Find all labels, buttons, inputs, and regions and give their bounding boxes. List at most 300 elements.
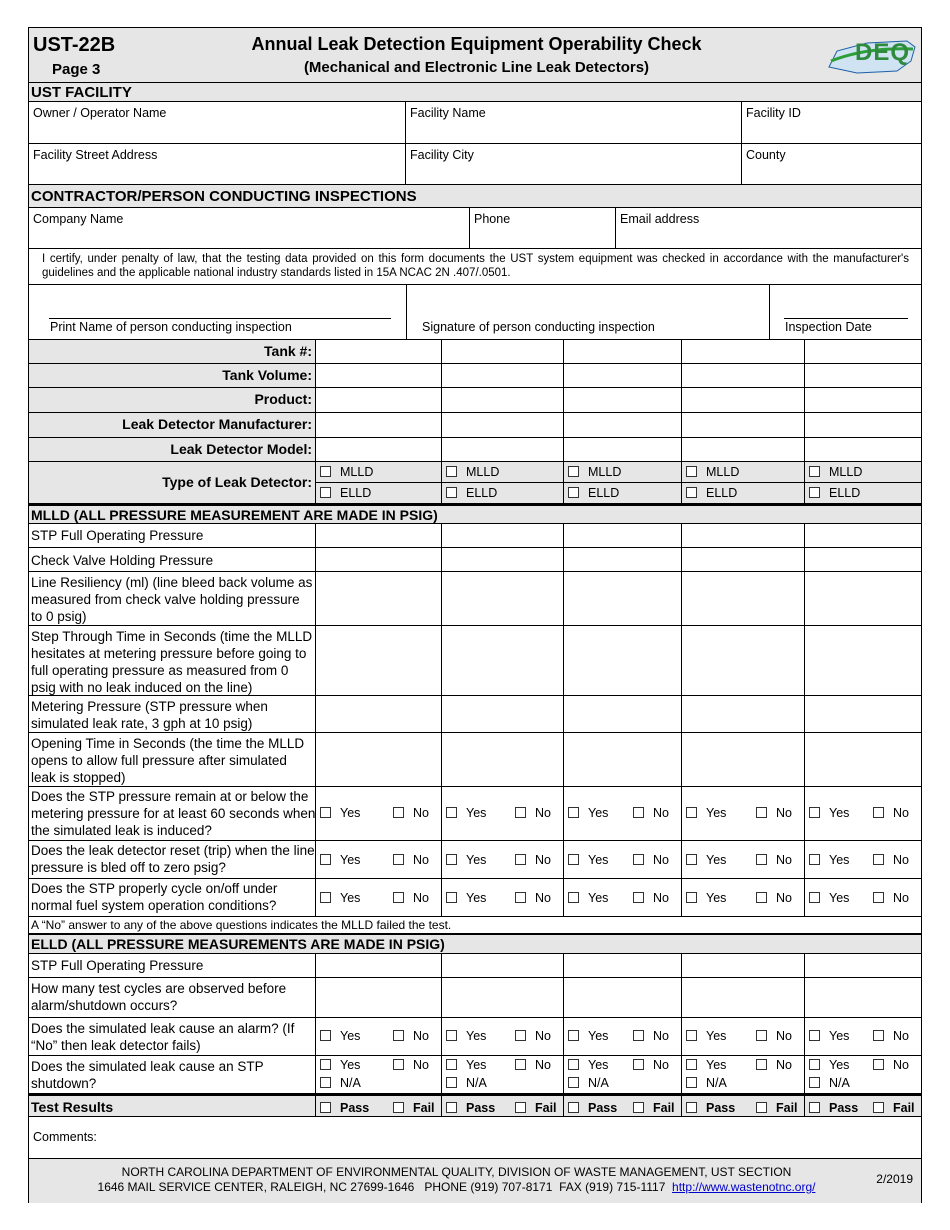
no-checkbox[interactable]: No: [393, 806, 429, 820]
checkbox-icon: [756, 892, 767, 903]
tank-1-cell[interactable]: [315, 413, 441, 437]
tank-1-cell: [315, 1096, 441, 1116]
tank-number-row: [29, 340, 921, 364]
tank-2-cell: [441, 787, 563, 840]
checkbox-icon: [633, 1030, 644, 1041]
tank-5-cell: [804, 1096, 921, 1116]
checkbox-icon: [686, 1102, 697, 1113]
tank-4-cell: [681, 1096, 804, 1116]
model-label: Leak Detector Model:: [170, 441, 312, 457]
comments-field[interactable]: [29, 1117, 921, 1159]
na-checkbox[interactable]: N/A: [320, 1076, 361, 1090]
page-title: Annual Leak Detection Equipment Operability Check: [251, 34, 702, 54]
elld-checkbox[interactable]: ELLD: [446, 486, 497, 500]
fail-checkbox[interactable]: Fail: [873, 1101, 915, 1115]
tank-1-cell[interactable]: [315, 438, 441, 461]
checkbox-icon: [633, 854, 644, 865]
yes-checkbox[interactable]: Yes: [568, 1029, 608, 1043]
checkbox-icon: [809, 487, 820, 498]
tank-2-cell[interactable]: [441, 572, 563, 625]
no-checkbox[interactable]: No: [756, 806, 792, 820]
checkbox-icon: [515, 1102, 526, 1113]
checkbox-icon: [568, 892, 579, 903]
checkbox-icon: [446, 807, 457, 818]
contractor-row: [29, 208, 921, 249]
tank-volume-row: [29, 364, 921, 388]
tank-3-cell[interactable]: [563, 954, 681, 977]
fail-checkbox[interactable]: Fail: [633, 1101, 675, 1115]
tank-3-cell[interactable]: [563, 524, 681, 547]
tank-3-cell: [563, 787, 681, 840]
checkbox-icon: [446, 1059, 457, 1070]
tank-5-cell[interactable]: [804, 954, 921, 977]
no-checkbox[interactable]: No: [873, 1029, 909, 1043]
form-header: [29, 28, 921, 83]
checkbox-icon: [320, 487, 331, 498]
tank-4-cell[interactable]: [681, 524, 804, 547]
yes-checkbox[interactable]: Yes: [446, 1058, 486, 1072]
tank-2-cell[interactable]: [441, 954, 563, 977]
mlld-row-check-valve: Check Valve Holding Pressure: [29, 548, 921, 572]
tank-1-cell[interactable]: [315, 548, 441, 571]
checkbox-icon: [320, 1077, 331, 1088]
tank-5-cell[interactable]: [804, 524, 921, 547]
no-checkbox[interactable]: No: [756, 891, 792, 905]
tank-3-cell: [563, 1056, 681, 1093]
yes-checkbox[interactable]: Yes: [686, 1058, 726, 1072]
tank-5-cell[interactable]: [804, 626, 921, 695]
page-number: Page 3: [52, 61, 101, 78]
no-checkbox[interactable]: No: [633, 853, 669, 867]
tank-4-cell[interactable]: [681, 978, 804, 1017]
checkbox-icon: [809, 854, 820, 865]
tank-1-cell: [315, 879, 441, 916]
facility-city-field[interactable]: Facility City: [405, 144, 741, 184]
mlld-question-reset: Does the leak detector reset (trip) when the line pressure is bled off to zero psig? Yes No Yes No Yes No Yes No Yes No: [29, 841, 921, 879]
tank-2-cell: [441, 841, 563, 878]
checkbox-icon: [756, 1102, 767, 1113]
no-checkbox[interactable]: No: [873, 1058, 909, 1072]
checkbox-icon: [446, 1077, 457, 1088]
tank-4-cell[interactable]: [681, 388, 804, 412]
elld-question-shutdown: Does the simulated leak cause an STP shutdown? Yes No N/A Yes No N/A Yes No N/A Yes No N/A Yes No N/A: [29, 1056, 921, 1094]
tank-2-cell[interactable]: [441, 696, 563, 732]
yes-checkbox[interactable]: Yes: [320, 853, 360, 867]
no-checkbox[interactable]: No: [756, 853, 792, 867]
tank-1-cell[interactable]: [315, 954, 441, 977]
tank-1-cell[interactable]: [315, 340, 441, 363]
contractor-section-header: [29, 185, 921, 208]
tank-5-cell[interactable]: [804, 364, 921, 387]
tank-4-cell[interactable]: [681, 696, 804, 732]
checkbox-icon: [756, 854, 767, 865]
form-id: UST-22B: [33, 34, 116, 56]
deq-logo: [827, 37, 919, 75]
na-checkbox[interactable]: N/A: [446, 1076, 487, 1090]
checkbox-icon: [446, 1030, 457, 1041]
mlld-question-metering-hold: Does the STP pressure remain at or below the metering pressure for at least 60 seconds when the simulated leak is induced? Yes No Yes No Yes No Yes No Yes No: [29, 787, 921, 841]
facility-id-field[interactable]: Facility ID: [741, 102, 921, 143]
tank-4-cell[interactable]: [681, 548, 804, 571]
tank-2-cell[interactable]: [441, 340, 563, 363]
tank-4-cell[interactable]: [681, 626, 804, 695]
checkbox-icon: [686, 807, 697, 818]
tank-4-cell: [681, 879, 804, 916]
no-checkbox[interactable]: No: [393, 853, 429, 867]
yes-checkbox[interactable]: Yes: [446, 1029, 486, 1043]
tank-5-cell[interactable]: [804, 572, 921, 625]
contractor-section-title: CONTRACTOR/PERSON CONDUCTING INSPECTIONS: [31, 188, 417, 205]
page-subtitle: (Mechanical and Electronic Line Leak Detectors): [303, 59, 650, 76]
no-checkbox[interactable]: No: [756, 1058, 792, 1072]
checkbox-icon: [393, 854, 404, 865]
tank-1-cell[interactable]: [315, 696, 441, 732]
street-address-field[interactable]: Facility Street Address: [33, 148, 158, 162]
pass-checkbox[interactable]: Pass: [320, 1101, 369, 1115]
checkbox-icon: [809, 1030, 820, 1041]
yes-checkbox[interactable]: Yes: [320, 1029, 360, 1043]
checkbox-icon: [633, 1059, 644, 1070]
pass-checkbox[interactable]: Pass: [809, 1101, 858, 1115]
checkbox-icon: [515, 1030, 526, 1041]
checkbox-icon: [568, 1102, 579, 1113]
tank-5-cell[interactable]: [804, 438, 921, 461]
footer-website-link[interactable]: http://www.wastenotnc.org/: [672, 1180, 816, 1194]
print-name-line: [49, 318, 391, 319]
tank-3-cell[interactable]: [563, 364, 681, 387]
tank-5-cell: [804, 787, 921, 840]
tank-5-cell[interactable]: [804, 696, 921, 732]
tank-2-cell[interactable]: [441, 364, 563, 387]
yes-checkbox[interactable]: Yes: [320, 1058, 360, 1072]
mlld-checkbox[interactable]: MLLD: [686, 465, 739, 479]
tank-3-cell[interactable]: [563, 696, 681, 732]
checkbox-icon: [393, 892, 404, 903]
checkbox-icon: [873, 1102, 884, 1113]
inspection-date-field[interactable]: Inspection Date: [769, 285, 921, 339]
checkbox-icon: [686, 1030, 697, 1041]
na-checkbox[interactable]: N/A: [568, 1076, 609, 1090]
no-checkbox[interactable]: No: [515, 806, 551, 820]
checkbox-icon: [809, 892, 820, 903]
tank-2-cell[interactable]: [441, 413, 563, 437]
elld-row-test-cycles: How many test cycles are observed before alarm/shutdown occurs?: [29, 978, 921, 1018]
checkbox-icon: [686, 487, 697, 498]
tank-1-cell: [315, 787, 441, 840]
tank-3-cell[interactable]: [563, 978, 681, 1017]
checkbox-icon: [686, 466, 697, 477]
tank-number-label: Tank #:: [264, 343, 312, 359]
product-row: [29, 388, 921, 413]
checkbox-icon: [633, 1102, 644, 1113]
certification-row: [29, 249, 921, 285]
yes-checkbox[interactable]: Yes: [446, 806, 486, 820]
na-checkbox[interactable]: N/A: [686, 1076, 727, 1090]
checkbox-icon: [446, 1102, 457, 1113]
no-checkbox[interactable]: No: [633, 1029, 669, 1043]
facility-section-header: [29, 83, 921, 102]
mlld-section-title: MLLD (ALL PRESSURE MEASUREMENT ARE MADE IN PSIG): [31, 507, 438, 523]
tank-2-cell: [441, 879, 563, 916]
yes-checkbox[interactable]: Yes: [809, 891, 849, 905]
checkbox-icon: [568, 854, 579, 865]
yes-checkbox[interactable]: Yes: [320, 891, 360, 905]
tank-5-cell[interactable]: [804, 733, 921, 786]
checkbox-icon: [809, 1077, 820, 1088]
pass-checkbox[interactable]: Pass: [568, 1101, 617, 1115]
no-checkbox[interactable]: No: [515, 1029, 551, 1043]
checkbox-icon: [515, 854, 526, 865]
tank-1-cell: [315, 462, 441, 503]
tank-3-cell[interactable]: [563, 388, 681, 412]
checkbox-icon: [320, 892, 331, 903]
tank-1-cell[interactable]: [315, 978, 441, 1017]
tank-2-cell: [441, 462, 563, 503]
no-checkbox[interactable]: No: [756, 1029, 792, 1043]
no-checkbox[interactable]: No: [873, 853, 909, 867]
manufacturer-row: [29, 413, 921, 438]
tank-5-cell: [804, 1018, 921, 1055]
elld-section-title: ELLD (ALL PRESSURE MEASUREMENTS ARE MADE IN PSIG): [31, 936, 445, 952]
checkbox-icon: [515, 1059, 526, 1070]
checkbox-icon: [633, 892, 644, 903]
tank-3-cell[interactable]: [563, 548, 681, 571]
tank-5-cell: [804, 1056, 921, 1093]
yes-checkbox[interactable]: Yes: [809, 853, 849, 867]
no-checkbox[interactable]: No: [393, 891, 429, 905]
tank-4-cell[interactable]: [681, 954, 804, 977]
footer-agency: NORTH CAROLINA DEPARTMENT OF ENVIRONMENTAL QUALITY, DIVISION OF WASTE MANAGEMENT, UST SECTION: [121, 1165, 792, 1179]
facility-row-2: [29, 144, 921, 185]
product-label: Product:: [254, 391, 312, 407]
tank-5-cell[interactable]: [804, 413, 921, 437]
checkbox-icon: [446, 466, 457, 477]
page-footer: [29, 1159, 921, 1203]
print-name-field[interactable]: Print Name of person conducting inspection: [29, 285, 406, 339]
owner-name-field[interactable]: Owner / Operator Name: [33, 106, 167, 120]
checkbox-icon: [320, 466, 331, 477]
tank-2-cell: [441, 1056, 563, 1093]
tank-2-cell[interactable]: [441, 438, 563, 461]
tank-1-cell[interactable]: [315, 388, 441, 412]
footer-address: 1646 MAIL SERVICE CENTER, RALEIGH, NC 27699-1646 PHONE (919) 707-8171 FAX (919) 715-1117 http://www.wastenotnc.org/: [97, 1180, 816, 1194]
checkbox-icon: [393, 1030, 404, 1041]
tank-4-cell: [681, 1056, 804, 1093]
tank-1-cell[interactable]: [315, 572, 441, 625]
checkbox-icon: [320, 1059, 331, 1070]
checkbox-icon: [686, 1077, 697, 1088]
manufacturer-label: Leak Detector Manufacturer:: [122, 416, 312, 432]
yes-checkbox[interactable]: Yes: [568, 806, 608, 820]
tank-4-cell[interactable]: [681, 340, 804, 363]
tank-1-cell[interactable]: [315, 524, 441, 547]
tank-3-cell[interactable]: [563, 340, 681, 363]
mlld-row-line-resiliency: Line Resiliency (ml) (line bleed back volume as measured from check valve holding pressure to 0 psig): [29, 572, 921, 626]
tank-1-cell: [315, 1018, 441, 1055]
tank-1-cell[interactable]: [315, 364, 441, 387]
mlld-checkbox[interactable]: MLLD: [446, 465, 499, 479]
checkbox-icon: [568, 1030, 579, 1041]
no-checkbox[interactable]: No: [515, 1058, 551, 1072]
checkbox-icon: [568, 466, 579, 477]
checkbox-icon: [393, 1059, 404, 1070]
divider: [682, 482, 804, 483]
no-checkbox[interactable]: No: [515, 853, 551, 867]
elld-checkbox[interactable]: ELLD: [686, 486, 737, 500]
form-version: 2/2019: [876, 1172, 913, 1186]
facility-section-title: UST FACILITY: [31, 84, 132, 101]
no-checkbox[interactable]: No: [873, 806, 909, 820]
checkbox-icon: [873, 1030, 884, 1041]
checkbox-icon: [873, 1059, 884, 1070]
tank-3-cell[interactable]: [563, 626, 681, 695]
tank-1-cell[interactable]: [315, 626, 441, 695]
yes-checkbox[interactable]: Yes: [446, 853, 486, 867]
comments-label: Comments:: [33, 1130, 97, 1144]
yes-checkbox[interactable]: Yes: [809, 1029, 849, 1043]
tank-4-cell: [681, 841, 804, 878]
no-checkbox[interactable]: No: [393, 1058, 429, 1072]
tank-4-cell[interactable]: [681, 572, 804, 625]
pass-checkbox[interactable]: Pass: [446, 1101, 495, 1115]
checkbox-icon: [393, 1102, 404, 1113]
yes-checkbox[interactable]: Yes: [686, 806, 726, 820]
tank-5-cell: [804, 462, 921, 503]
tank-5-cell[interactable]: [804, 978, 921, 1017]
divider: [564, 482, 681, 483]
tank-2-cell[interactable]: [441, 548, 563, 571]
mlld-checkbox[interactable]: MLLD: [809, 465, 862, 479]
tank-3-cell: [563, 841, 681, 878]
checkbox-icon: [809, 1102, 820, 1113]
checkbox-icon: [320, 854, 331, 865]
mlld-checkbox[interactable]: MLLD: [568, 465, 621, 479]
yes-checkbox[interactable]: Yes: [686, 1029, 726, 1043]
tank-3-cell[interactable]: [563, 733, 681, 786]
county-field[interactable]: County: [741, 144, 921, 184]
fail-checkbox[interactable]: Fail: [756, 1101, 798, 1115]
tank-3-cell[interactable]: [563, 438, 681, 461]
checkbox-icon: [809, 1059, 820, 1070]
fail-checkbox[interactable]: Fail: [393, 1101, 435, 1115]
yes-checkbox[interactable]: Yes: [446, 891, 486, 905]
company-name-field[interactable]: Company Name: [33, 212, 124, 226]
certification-text: I certify, under penalty of law, that the testing data provided on this form documents the UST system equipment was checked in accordance with the manufacturer's guidelines and the applicable national industry standards listed in 15A NCAC 2N .407/.0501.: [42, 253, 909, 279]
email-field[interactable]: Email address: [615, 208, 921, 248]
na-checkbox[interactable]: N/A: [809, 1076, 850, 1090]
tank-4-cell[interactable]: [681, 364, 804, 387]
test-results-row: [29, 1094, 921, 1117]
checkbox-icon: [873, 892, 884, 903]
tank-3-cell: [563, 1018, 681, 1055]
mlld-row-opening-time: Opening Time in Seconds (the time the MLLD opens to allow full pressure after simulated leak is stopped): [29, 733, 921, 787]
tank-3-cell: [563, 462, 681, 503]
tank-5-cell[interactable]: [804, 388, 921, 412]
tank-2-cell[interactable]: [441, 733, 563, 786]
tank-1-cell: [315, 841, 441, 878]
elld-checkbox[interactable]: ELLD: [320, 486, 371, 500]
tank-4-cell[interactable]: [681, 438, 804, 461]
fail-checkbox[interactable]: Fail: [515, 1101, 557, 1115]
facility-name-field[interactable]: Facility Name: [405, 102, 741, 143]
yes-checkbox[interactable]: Yes: [568, 853, 608, 867]
tank-4-cell: [681, 1018, 804, 1055]
tank-3-cell[interactable]: [563, 572, 681, 625]
tank-2-cell: [441, 1018, 563, 1055]
tank-1-cell: [315, 1056, 441, 1093]
tank-4-cell: [681, 462, 804, 503]
mlld-fail-note: A “No” answer to any of the above questions indicates the MLLD failed the test.: [31, 918, 452, 932]
tank-2-cell[interactable]: [441, 388, 563, 412]
checkbox-icon: [809, 807, 820, 818]
checkbox-icon: [686, 1059, 697, 1070]
detector-type-row: [29, 462, 921, 504]
checkbox-icon: [756, 1059, 767, 1070]
tank-5-cell[interactable]: [804, 548, 921, 571]
yes-checkbox[interactable]: Yes: [809, 806, 849, 820]
yes-checkbox[interactable]: Yes: [686, 891, 726, 905]
no-checkbox[interactable]: No: [633, 806, 669, 820]
mlld-checkbox[interactable]: MLLD: [320, 465, 373, 479]
no-checkbox[interactable]: No: [633, 891, 669, 905]
checkbox-icon: [809, 466, 820, 477]
divider: [805, 482, 921, 483]
signature-field[interactable]: Signature of person conducting inspection: [406, 285, 769, 339]
yes-checkbox[interactable]: Yes: [809, 1058, 849, 1072]
tank-3-cell: [563, 1096, 681, 1116]
tank-1-cell[interactable]: [315, 733, 441, 786]
yes-checkbox[interactable]: Yes: [686, 853, 726, 867]
tank-2-cell: [441, 1096, 563, 1116]
no-checkbox[interactable]: No: [873, 891, 909, 905]
tank-5-cell: [804, 879, 921, 916]
divider: [316, 482, 441, 483]
checkbox-icon: [446, 854, 457, 865]
tank-2-cell[interactable]: [441, 978, 563, 1017]
tank-2-cell[interactable]: [441, 626, 563, 695]
no-checkbox[interactable]: No: [393, 1029, 429, 1043]
tank-4-cell[interactable]: [681, 413, 804, 437]
phone-field[interactable]: Phone: [469, 208, 615, 248]
tank-3-cell[interactable]: [563, 413, 681, 437]
checkbox-icon: [320, 1030, 331, 1041]
elld-checkbox[interactable]: ELLD: [568, 486, 619, 500]
tank-4-cell[interactable]: [681, 733, 804, 786]
checkbox-icon: [515, 807, 526, 818]
mlld-note-row: [29, 917, 921, 933]
checkbox-icon: [756, 807, 767, 818]
model-row: [29, 438, 921, 462]
yes-checkbox[interactable]: Yes: [320, 806, 360, 820]
test-results-label: Test Results: [31, 1099, 114, 1115]
signature-row: [29, 285, 921, 340]
mlld-section-header: [29, 504, 921, 524]
mlld-row-stp-pressure: STP Full Operating Pressure: [29, 524, 921, 548]
tank-2-cell[interactable]: [441, 524, 563, 547]
checkbox-icon: [873, 854, 884, 865]
yes-checkbox[interactable]: Yes: [568, 891, 608, 905]
mlld-row-metering: Metering Pressure (STP pressure when simulated leak rate, 3 gph at 10 psig): [29, 696, 921, 733]
no-checkbox[interactable]: No: [633, 1058, 669, 1072]
no-checkbox[interactable]: No: [515, 891, 551, 905]
checkbox-icon: [320, 1102, 331, 1113]
checkbox-icon: [568, 1077, 579, 1088]
yes-checkbox[interactable]: Yes: [568, 1058, 608, 1072]
tank-5-cell[interactable]: [804, 340, 921, 363]
elld-checkbox[interactable]: ELLD: [809, 486, 860, 500]
date-line: [784, 318, 908, 319]
pass-checkbox[interactable]: Pass: [686, 1101, 735, 1115]
